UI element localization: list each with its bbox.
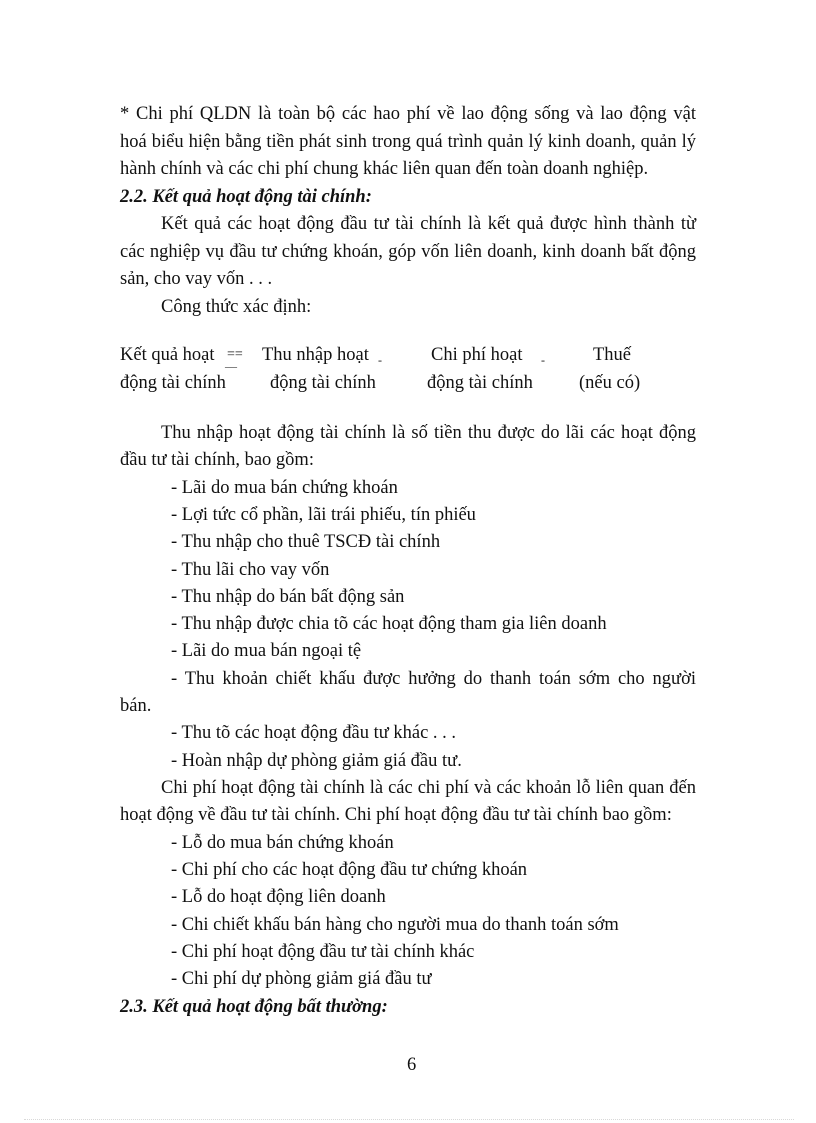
formula-term-expense-line-1: Chi phí hoạt [431, 345, 523, 365]
p2-line-2: đầu tư tài chính, bao gồm: [120, 450, 314, 470]
income-item: - Thu lãi cho vay vốn [171, 560, 330, 580]
expense-item: - Chi phí cho các hoạt động đầu tư chứng khoán [171, 860, 528, 880]
income-item: - Thu tõ các hoạt động đầu tư khác . . . [171, 723, 457, 743]
p1-line-1: Kết quả các hoạt động đầu tư tài chính là kết quả được hình thành từ [161, 214, 696, 234]
formula-term-tax-line-2: (nếu có) [579, 373, 641, 393]
formula-equals-under: ¯¯ [225, 365, 237, 379]
income-item: - Lãi do mua bán chứng khoán [171, 478, 398, 498]
formula-term-income-line-2: động tài chính [270, 373, 376, 393]
section-heading-2-2: 2.2. Kết quả hoạt động tài chính: [120, 187, 372, 207]
formula-equals-sign: == [227, 347, 243, 362]
income-item: - Hoàn nhập dự phòng giảm giá đầu tư. [171, 751, 462, 771]
p1-line-2: các nghiệp vụ đầu tư chứng khoán, góp vốn liên doanh, kinh doanh bất động [120, 242, 696, 262]
section-heading-2-3: 2.3. Kết quả hoạt động bất thường: [120, 997, 388, 1017]
income-item: - Thu nhập do bán bất động sản [171, 587, 405, 607]
formula-label: Công thức xác định: [161, 297, 312, 317]
page-number: 6 [407, 1055, 417, 1075]
income-item-long-line-2: bán. [120, 696, 152, 716]
formula-term-expense-line-2: động tài chính [427, 373, 533, 393]
formula-term-income-line-1: Thu nhập hoạt [262, 345, 369, 365]
page-bottom-divider [24, 1119, 794, 1120]
formula-minus-1: - [378, 353, 382, 367]
income-item: - Thu nhập được chia tõ các hoạt động tham gia liên doanh [171, 614, 607, 634]
p2-line-1: Thu nhập hoạt động tài chính là số tiền thu được do lãi các hoạt động [161, 423, 696, 443]
income-item: - Lợi tức cổ phần, lãi trái phiếu, tín phiếu [171, 505, 476, 525]
income-item: - Lãi do mua bán ngoại tệ [171, 641, 362, 661]
income-item-long-line-1: - Thu khoản chiết khấu được hưởng do thanh toán sớm cho người [171, 669, 696, 689]
intro-line-3: hành chính và các chi phí chung khác liên quan đến toàn doanh nghiệp. [120, 159, 649, 179]
expense-item: - Chi phí hoạt động đầu tư tài chính khác [171, 942, 475, 962]
expense-item: - Lỗ do mua bán chứng khoán [171, 833, 394, 853]
formula-term-result-line-1: Kết quả hoạt [120, 345, 215, 365]
intro-line-2: hoá biểu hiện bằng tiền phát sinh trong quá trình quản lý kinh doanh, quản lý [120, 132, 696, 152]
formula-minus-2: - [541, 353, 545, 367]
p3-line-2: hoạt động về đầu tư tài chính. Chi phí hoạt động đầu tư tài chính bao gồm: [120, 805, 672, 825]
formula-term-result-line-2: động tài chính [120, 373, 226, 393]
intro-line-1: * Chi phí QLDN là toàn bộ các hao phí về lao động sống và lao động vật [120, 104, 696, 124]
p3-line-1: Chi phí hoạt động tài chính là các chi phí và các khoản lỗ liên quan đến [161, 778, 696, 798]
expense-item: - Chi phí dự phòng giảm giá đầu tư [171, 969, 432, 989]
income-item: - Thu nhập cho thuê TSCĐ tài chính [171, 532, 441, 552]
formula-term-tax-line-1: Thuế [593, 345, 632, 365]
expense-item: - Chi chiết khấu bán hàng cho người mua do thanh toán sớm [171, 915, 619, 935]
p1-line-3: sản, cho vay vốn . . . [120, 269, 273, 289]
expense-item: - Lỗ do hoạt động liên doanh [171, 887, 386, 907]
